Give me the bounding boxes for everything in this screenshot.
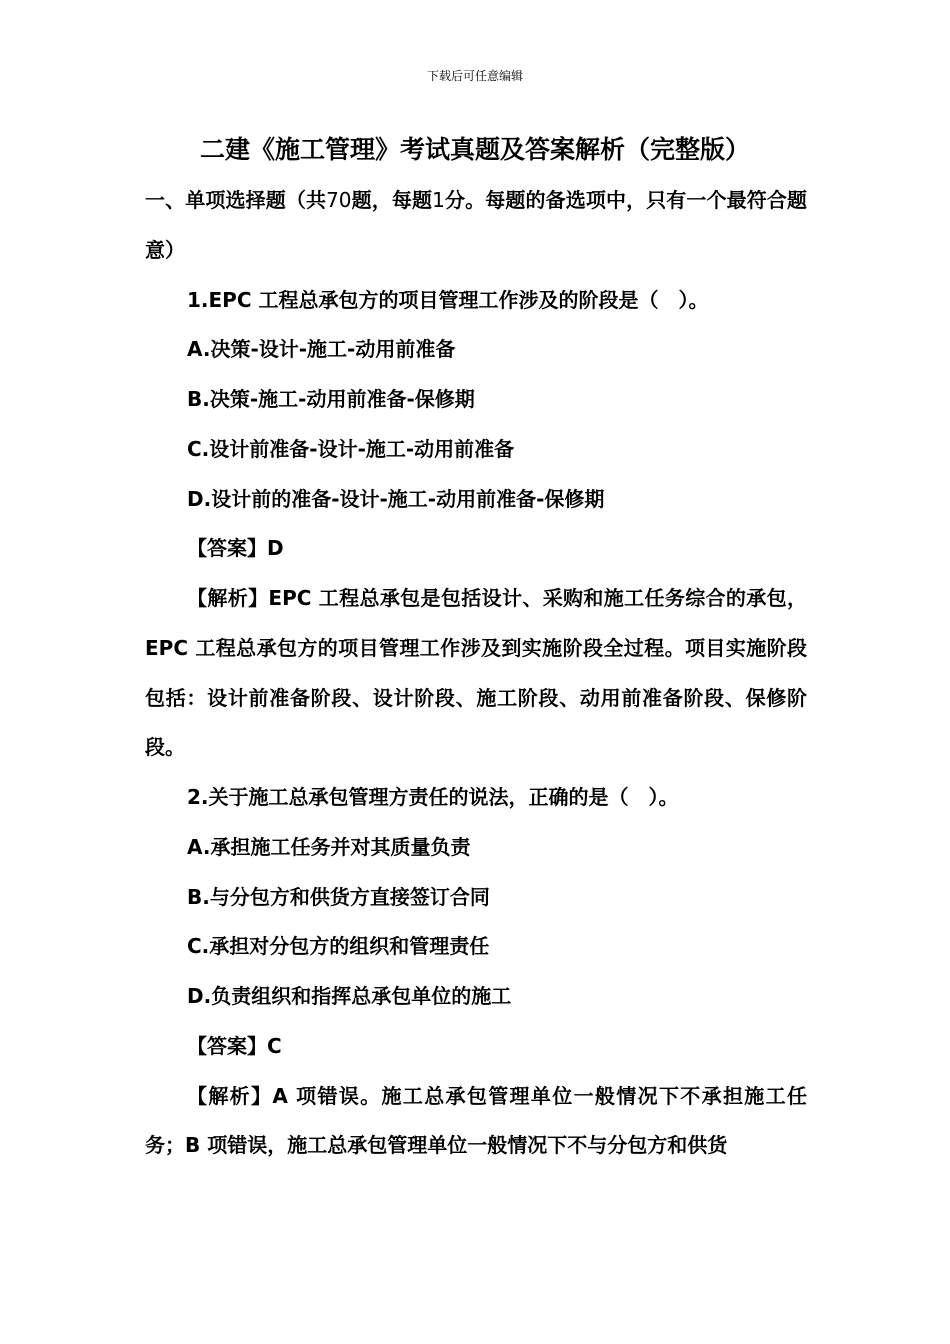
question-2-analysis: 【解析】A 项错误。施工总承包管理单位一般情况下不承担施工任务；B 项错误，施工总承包管理单位一般情况下不与分包方和供货 [145,1083,807,1158]
question-1-option-d: D.设计前的准备-设计-施工-动用前准备-保修期 [187,486,605,511]
section-heading [145,176,807,276]
question-1-answer: 【答案】D [187,536,284,561]
question-score: 1 [432,188,445,212]
question-2-option-d: D.负责组织和指挥总承包单位的施工 [187,984,512,1008]
section-heading-prefix: 一、单项选择题（共 [145,188,327,212]
question-2-stem: 2.关于施工总承包管理方责任的说法，正确的是（ ）。 [187,785,679,809]
section-heading-mid: 题，每题 [351,188,433,212]
question-1-option-b: B.决策-施工-动用前准备-保修期 [187,387,475,411]
question-2-option-a: A.承担施工任务并对其质量负责 [187,834,471,859]
question-1-stem: 1.EPC 工程总承包方的项目管理工作涉及的阶段是（ ）。 [187,287,709,312]
document-title: 二建《施工管理》考试真题及答案解析（完整版） [199,135,750,164]
question-1-option-a: A.决策-设计-施工-动用前准备 [187,337,456,362]
section-heading-suffix: 分。每题的备选项中，只有一个最符合题意） [145,188,808,262]
question-2-answer: 【答案】C [187,1033,282,1058]
question-2-option-b: B.与分包方和供货方直接签订合同 [187,884,490,909]
page-header-note: 下载后可任意编辑 [426,69,523,83]
document-body [145,176,807,1171]
question-1-analysis: 【解析】EPC 工程总承包是包括设计、采购和施工任务综合的承包，EPC 工程总承包方的项目管理工作涉及到实施阶段全过程。项目实施阶段包括：设计前准备阶段、设计阶段、施工阶段、动用前准备阶段、保修阶段。 [145,586,807,760]
question-1-option-c: C.设计前准备-设计-施工-动用前准备 [187,436,515,461]
question-count: 70 [326,188,352,212]
question-2-option-c: C.承担对分包方的组织和管理责任 [187,934,490,959]
